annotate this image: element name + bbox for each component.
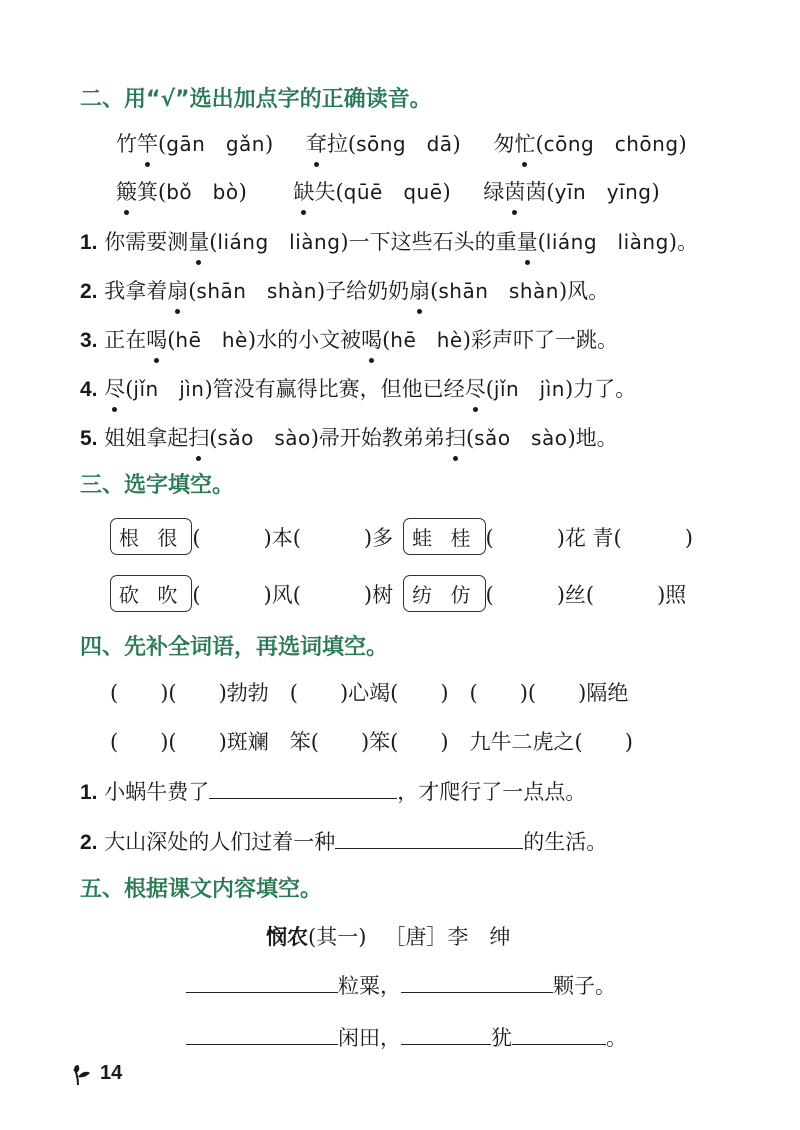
pinyin-row-1 bbox=[116, 128, 687, 158]
fill-row-1 bbox=[110, 518, 693, 555]
sentence-2: 2. 大山深处的人们过着一种 的生活。 bbox=[80, 826, 607, 856]
section3-heading: 三、选字填空。 bbox=[80, 473, 235, 498]
page-footer bbox=[72, 1062, 122, 1087]
fill-blanks: ( )风( )树 bbox=[192, 583, 394, 607]
idiom-row-2: ( )( )斑斓 笨( )笨( ) 九牛二虎之( ) bbox=[110, 730, 633, 754]
char-choice-box: 根 很 bbox=[110, 518, 192, 555]
poem-author: ［唐］李 绅 bbox=[384, 925, 511, 949]
answer-blank[interactable] bbox=[401, 1022, 491, 1045]
word-5: 缺失(qūē quē) bbox=[293, 180, 450, 204]
pinyin-row-2 bbox=[116, 176, 660, 206]
question-2: 2. 我拿着扇(shān shàn)子给奶奶扇(shān shàn)风。 bbox=[80, 275, 609, 305]
answer-blank[interactable] bbox=[335, 826, 523, 849]
fill-row-2 bbox=[110, 575, 686, 612]
answer-blank[interactable] bbox=[186, 970, 338, 993]
poem-title: 悯农 bbox=[266, 924, 308, 949]
section4-heading: 四、先补全词语，再选词填空。 bbox=[80, 635, 389, 660]
word-2: 耷拉(sōng dā) bbox=[306, 132, 461, 156]
word-4: 簸箕(bǒ bò) bbox=[116, 180, 247, 204]
fill-blanks: ( )丝( )照 bbox=[485, 583, 687, 607]
fill-blanks: ( )本( )多 bbox=[192, 526, 394, 550]
answer-blank[interactable] bbox=[401, 970, 553, 993]
word-1: 竹竿(gān gǎn) bbox=[116, 132, 273, 156]
answer-blank[interactable] bbox=[209, 776, 397, 799]
question-1: 1. 你需要测量(liáng liàng)一下这些石头的重量(liáng liàng)。 bbox=[80, 226, 698, 256]
char-choice-box: 纺 仿 bbox=[403, 575, 485, 612]
fill-blanks: ( )花 青( ) bbox=[485, 526, 693, 550]
word-6: 绿茵茵(yīn yīng) bbox=[483, 180, 659, 204]
poem-line-2: 闲田， 犹 。 bbox=[186, 1022, 627, 1052]
poem-subtitle: (其一) bbox=[308, 925, 367, 949]
poem-header bbox=[266, 921, 510, 951]
page-number: 14 bbox=[100, 1062, 123, 1084]
sprout-icon bbox=[72, 1063, 100, 1087]
char-choice-box: 蛙 桂 bbox=[403, 518, 485, 555]
section5-heading: 五、根据课文内容填空。 bbox=[80, 877, 323, 902]
question-5: 5. 姐姐拿起扫(sǎo sào)帚开始教弟弟扫(sǎo sào)地。 bbox=[80, 422, 618, 452]
answer-blank[interactable] bbox=[512, 1022, 606, 1045]
idiom-row-1: ( )( )勃勃 ( )心竭( ) ( )( )隔绝 bbox=[110, 681, 629, 705]
section2-heading: 二、用“√”选出加点字的正确读音。 bbox=[80, 87, 432, 112]
poem-line-1: 粒粟， 颗子。 bbox=[186, 970, 616, 1000]
question-3: 3. 正在喝(hē hè)水的小文被喝(hē hè)彩声吓了一跳。 bbox=[80, 324, 618, 354]
answer-blank[interactable] bbox=[186, 1022, 338, 1045]
char-choice-box: 砍 吹 bbox=[110, 575, 192, 612]
word-3: 匆忙(cōng chōng) bbox=[493, 132, 686, 156]
question-4: 4. 尽(jǐn jìn)管没有赢得比赛，但他已经尽(jǐn jìn)力了。 bbox=[80, 373, 636, 403]
sentence-1: 1. 小蜗牛费了 ，才爬行了一点点。 bbox=[80, 776, 586, 806]
